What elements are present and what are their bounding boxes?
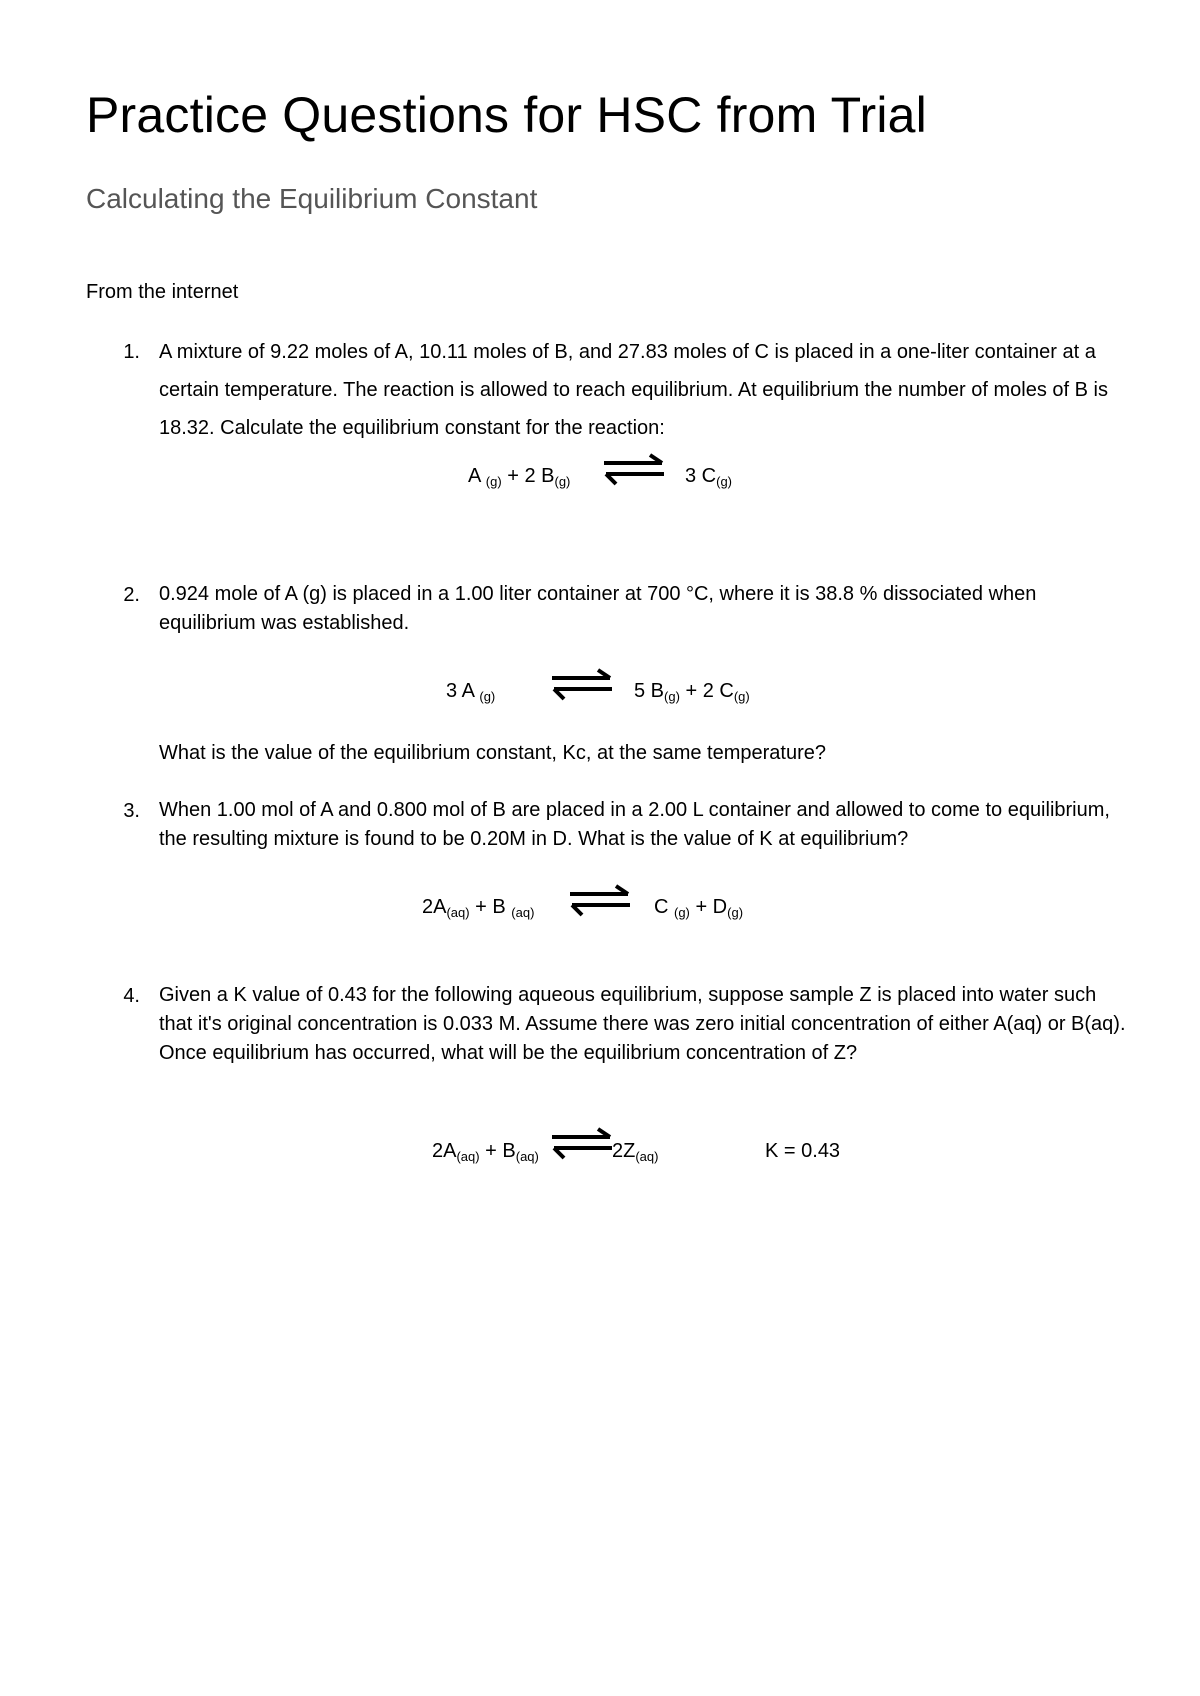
reactant-a: A: [468, 465, 486, 487]
question-number: 2.: [123, 584, 140, 606]
question-number: 3.: [123, 800, 140, 822]
equation-products: [685, 465, 732, 489]
state-label: (g): [479, 689, 496, 704]
state-label: (aq): [446, 905, 470, 920]
equation-products: [654, 896, 743, 920]
state-label: (aq): [456, 1149, 480, 1164]
state-label: (g): [554, 474, 571, 489]
question-text: When 1.00 mol of A and 0.800 mol of B are placed in a 2.00 L container and allowed to come to equilibrium, the resulting mixture is found to be 0.20M in D. What is the value of K at equilibrium?: [159, 799, 1110, 850]
reactant-a: 2A: [432, 1140, 457, 1162]
product-c: C: [654, 896, 674, 918]
page-subtitle: Calculating the Equilibrium Constant: [86, 183, 538, 214]
plus-b: + B: [469, 896, 512, 918]
reactant-a: 2A: [422, 896, 447, 918]
equation-products: [612, 1140, 658, 1164]
question-text: A mixture of 9.22 moles of A, 10.11 moles of B, and 27.83 moles of C is placed in a one-liter container at a certain temperature. The reaction is allowed to reach equilibrium. At equilibrium the number of moles of B is 18.32. Calculate the equilibrium constant for the reaction:: [159, 341, 1108, 439]
state-label: (aq): [515, 1149, 539, 1164]
reactant-a: 3 A: [446, 680, 480, 702]
state-label: (g): [733, 689, 750, 704]
state-label: (aq): [635, 1149, 659, 1164]
product-z: 2Z: [612, 1140, 636, 1162]
equilibrium-arrow-icon: [600, 452, 668, 488]
equation-products: [634, 680, 750, 704]
equation-reactants: [432, 1140, 539, 1164]
question-followup: What is the value of the equilibrium constant, Kc, at the same temperature?: [159, 742, 827, 764]
equilibrium-arrow-icon: [548, 1126, 616, 1162]
product-c: 3 C: [685, 465, 717, 487]
plus-b: + 2 B: [501, 465, 555, 487]
page-title: Practice Questions for HSC from Trial: [86, 87, 927, 143]
state-label: (g): [727, 905, 744, 920]
plus-b: + B: [479, 1140, 516, 1162]
state-label: (g): [716, 474, 733, 489]
equilibrium-constant: K = 0.43: [765, 1140, 841, 1162]
plus-c: + 2 C: [679, 680, 734, 702]
state-label: (g): [485, 474, 502, 489]
plus-d: + D: [689, 896, 728, 918]
state-label: (g): [664, 689, 680, 704]
question-text: Given a K value of 0.43 for the following aqueous equilibrium, suppose sample Z is placed into water such that it's original concentration is 0.033 M. Assume there was zero initial concentration of either A(aq) or B(aq). Once equilibrium has occurred, what will be the equilibrium concentration of Z?: [159, 984, 1126, 1064]
equilibrium-arrow-icon: [566, 883, 634, 919]
state-label: (g): [674, 905, 690, 920]
question-text: 0.924 mole of A (g) is placed in a 1.00 liter container at 700 °C, where it is 38.8 % dissociated when equilibrium was established.: [159, 583, 1037, 634]
equation-reactants: [422, 896, 534, 920]
product-b: 5 B: [634, 680, 665, 702]
question-number: 4.: [123, 985, 140, 1007]
state-label: (aq): [511, 905, 535, 920]
equation-reactants: [468, 465, 570, 489]
source-note: From the internet: [86, 281, 239, 303]
equilibrium-arrow-icon: [548, 667, 616, 703]
equation-reactants: [446, 680, 495, 704]
question-number: 1.: [123, 341, 140, 363]
